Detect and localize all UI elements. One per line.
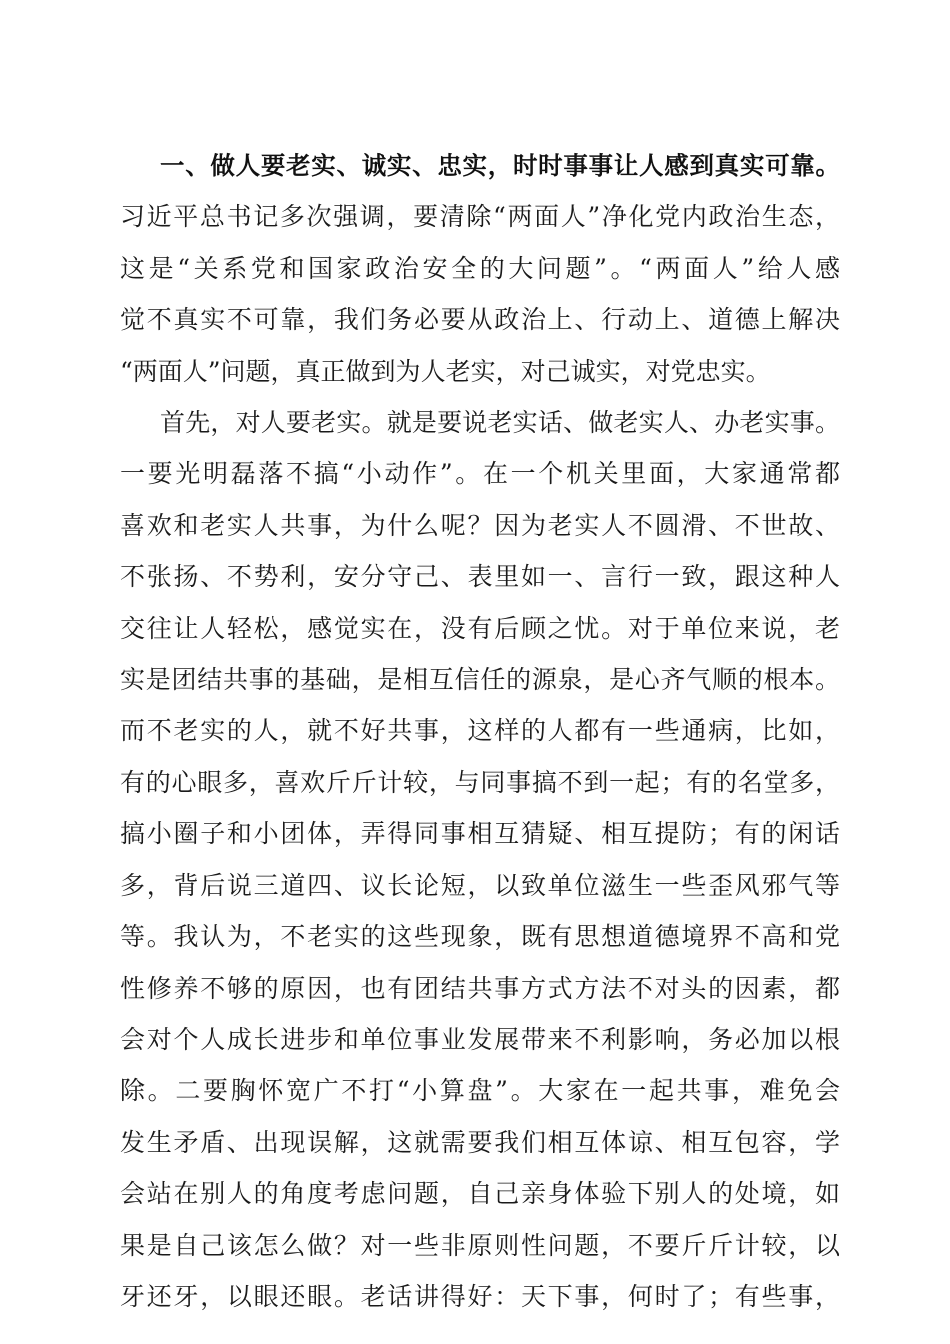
text-line: 牙还牙，以眼还眼。老话讲得好：天下事，何时了；有些事，	[120, 1281, 840, 1311]
text-line: 有的心眼多，喜欢斤斤计较，与同事搞不到一起；有的名堂多，	[120, 767, 840, 797]
text-line: 会对个人成长进步和单位事业发展带来不利影响，务必加以根	[120, 1024, 840, 1054]
text-line: 等。我认为，不老实的这些现象，既有思想道德境界不高和党	[120, 922, 840, 952]
text-line: 除。二要胸怀宽广不打“小算盘”。大家在一起共事，难免会	[120, 1076, 840, 1106]
text-line: 这是“关系党和国家政治安全的大问题”。“两面人”给人感	[120, 253, 840, 283]
text-line: 果是自己该怎么做？对一些非原则性问题，不要斤斤计较，以	[120, 1230, 840, 1260]
text-line: 实是团结共事的基础，是相互信任的源泉，是心齐气顺的根本。	[120, 665, 840, 695]
paragraph-2	[120, 397, 840, 1322]
text-line: 首先，对人要老实。就是要说老实话、做老实人、办老实事。	[160, 408, 840, 438]
text-line: 一要光明磊落不搞“小动作”。在一个机关里面，大家通常都	[120, 459, 840, 489]
paragraph-1	[120, 140, 840, 397]
text-line: 发生矛盾、出现误解，这就需要我们相互体谅、相互包容，学	[120, 1127, 840, 1157]
text-line: 多，背后说三道四、议长论短，以致单位滋生一些歪风邪气等	[120, 870, 840, 900]
text-line: 喜欢和老实人共事，为什么呢？因为老实人不圆滑、不世故、	[120, 510, 840, 540]
text-line: “两面人”问题，真正做到为人老实，对己诚实，对党忠实。	[120, 356, 771, 386]
text-line: 觉不真实不可靠，我们务必要从政治上、行动上、道德上解决	[120, 305, 840, 335]
text-line: 而不老实的人，就不好共事，这样的人都有一些通病，比如，	[120, 716, 840, 746]
text-line: 交往让人轻松，感觉实在，没有后顾之忧。对于单位来说，老	[120, 613, 840, 643]
text-line: 性修养不够的原因，也有团结共事方式方法不对头的因素，都	[120, 973, 840, 1003]
text-line: 搞小圈子和小团体，弄得同事相互猜疑、相互提防；有的闲话	[120, 819, 840, 849]
section-heading: 一、做人要老实、诚实、忠实，时时事事让人感到真实可靠。	[160, 151, 840, 180]
text-line: 习近平总书记多次强调，要清除“两面人”净化党内政治生态，	[120, 202, 840, 232]
text-line: 不张扬、不势利，安分守己、表里如一、言行一致，跟这种人	[120, 562, 840, 592]
document-body	[120, 140, 840, 1322]
text-line: 会站在别人的角度考虑问题，自己亲身体验下别人的处境，如	[120, 1179, 840, 1209]
text-line	[120, 140, 840, 191]
